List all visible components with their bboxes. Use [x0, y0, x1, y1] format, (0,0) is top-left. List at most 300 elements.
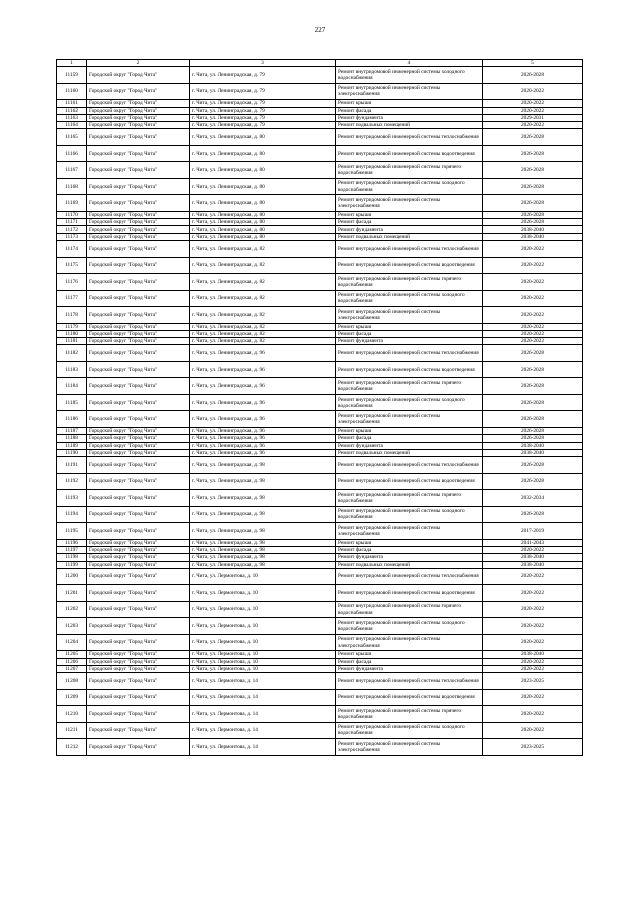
row-number-cell: 11202 [57, 601, 87, 618]
period-cell: 2026-2028 [483, 145, 583, 162]
municipality-cell: Городской округ "Город Чита" [87, 361, 190, 378]
period-cell: 2026-2028 [483, 345, 583, 362]
row-number-cell: 11211 [57, 722, 87, 739]
period-cell: 2020-2022 [483, 107, 583, 114]
municipality-cell: Городской округ "Город Чита" [87, 546, 190, 553]
work-type-cell: Ремонт внутридомовой инженерной системы электроснабжения [336, 634, 483, 651]
municipality-cell: Городской округ "Город Чита" [87, 257, 190, 274]
address-cell: г. Чита, ул. Ленинградская, д. 96 [190, 427, 336, 434]
work-type-cell: Ремонт фасада [336, 546, 483, 553]
municipality-cell: Городской округ "Город Чита" [87, 394, 190, 411]
row-number-cell: 11186 [57, 411, 87, 428]
period-cell: 2026-2028 [483, 457, 583, 474]
address-cell: г. Чита, ул. Ленинградская, д. 96 [190, 442, 336, 449]
row-number-cell: 11182 [57, 345, 87, 362]
municipality-cell: Городской округ "Город Чита" [87, 411, 190, 428]
municipality-cell: Городской округ "Город Чита" [87, 739, 190, 756]
work-type-cell: Ремонт внутридомовой инженерной системы электроснабжения [336, 411, 483, 428]
municipality-cell: Городской округ "Город Чита" [87, 195, 190, 212]
period-cell: 2026-2028 [483, 178, 583, 195]
address-cell: г. Чита, ул. Ленинградская, д. 80 [190, 195, 336, 212]
period-cell: 2017-2019 [483, 523, 583, 540]
table-row [57, 195, 583, 212]
table-row [57, 233, 583, 240]
row-number-cell: 11207 [57, 665, 87, 672]
period-cell: 2020-2022 [483, 338, 583, 345]
period-cell: 2026-2028 [483, 411, 583, 428]
repair-schedule-table [56, 59, 583, 756]
address-cell: г. Чита, ул. Ленинградская, д. 98 [190, 473, 336, 490]
municipality-cell: Городской округ "Город Чита" [87, 100, 190, 107]
work-type-cell: Ремонт внутридомовой инженерной системы теплоснабжения [336, 241, 483, 258]
row-number-cell: 11160 [57, 83, 87, 100]
municipality-cell: Городской округ "Город Чита" [87, 689, 190, 706]
column-header: 3 [190, 60, 336, 67]
work-type-cell: Ремонт крыши [336, 323, 483, 330]
period-cell: 2020-2022 [483, 706, 583, 723]
row-number-cell: 11175 [57, 257, 87, 274]
period-cell: 2020-2022 [483, 274, 583, 291]
row-number-cell: 11209 [57, 689, 87, 706]
municipality-cell: Городской округ "Город Чита" [87, 449, 190, 456]
work-type-cell: Ремонт фундамента [336, 442, 483, 449]
municipality-cell: Городской округ "Город Чита" [87, 561, 190, 568]
table-row [57, 107, 583, 114]
row-number-cell: 11183 [57, 361, 87, 378]
table-row [57, 145, 583, 162]
address-cell: г. Чита, ул. Ленинградская, д. 80 [190, 211, 336, 218]
work-type-cell: Ремонт подвальных помещений [336, 561, 483, 568]
municipality-cell: Городской округ "Город Чита" [87, 129, 190, 146]
table-row [57, 114, 583, 121]
period-cell: 2038-2040 [483, 226, 583, 233]
period-cell: 2026-2028 [483, 361, 583, 378]
address-cell: г. Чита, ул. Ленинградская, д. 80 [190, 129, 336, 146]
work-type-cell: Ремонт фундамента [336, 338, 483, 345]
period-cell: 2026-2028 [483, 427, 583, 434]
municipality-cell: Городской округ "Город Чита" [87, 241, 190, 258]
period-cell: 2026-2028 [483, 378, 583, 395]
municipality-cell: Городской округ "Город Чита" [87, 539, 190, 546]
period-cell: 2020-2022 [483, 290, 583, 307]
table-row [57, 129, 583, 146]
row-number-cell: 11193 [57, 490, 87, 507]
work-type-cell: Ремонт внутридомовой инженерной системы горячего водоснабжения [336, 601, 483, 618]
column-header: 5 [483, 60, 583, 67]
row-number-cell: 11201 [57, 585, 87, 602]
municipality-cell: Городской округ "Город Чита" [87, 457, 190, 474]
row-number-cell: 11204 [57, 634, 87, 651]
row-number-cell: 11173 [57, 233, 87, 240]
column-header: 4 [336, 60, 483, 67]
table-row [57, 274, 583, 291]
row-number-cell: 11167 [57, 162, 87, 179]
period-cell: 2020-2022 [483, 601, 583, 618]
period-cell: 2020-2022 [483, 546, 583, 553]
address-cell: г. Чита, ул. Ленинградская, д. 98 [190, 561, 336, 568]
address-cell: г. Чита, ул. Ленинградская, д. 79 [190, 122, 336, 129]
work-type-cell: Ремонт внутридомовой инженерной системы холодного водоснабжения [336, 618, 483, 635]
table-header-row [57, 60, 583, 67]
row-number-cell: 11170 [57, 211, 87, 218]
work-type-cell: Ремонт внутридомовой инженерной системы теплоснабжения [336, 457, 483, 474]
period-cell: 2020-2022 [483, 241, 583, 258]
table-row [57, 473, 583, 490]
municipality-cell: Городской округ "Город Чита" [87, 473, 190, 490]
row-number-cell: 11191 [57, 457, 87, 474]
row-number-cell: 11162 [57, 107, 87, 114]
period-cell: 2020-2022 [483, 257, 583, 274]
table-row [57, 739, 583, 756]
work-type-cell: Ремонт внутридомовой инженерной системы электроснабжения [336, 195, 483, 212]
table-row [57, 658, 583, 665]
municipality-cell: Городской округ "Город Чита" [87, 601, 190, 618]
work-type-cell: Ремонт подвальных помещений [336, 449, 483, 456]
period-cell: 2038-2040 [483, 449, 583, 456]
row-number-cell: 11208 [57, 673, 87, 690]
row-number-cell: 11172 [57, 226, 87, 233]
row-number-cell: 11200 [57, 568, 87, 585]
address-cell: г. Чита, ул. Ленинградская, д. 80 [190, 233, 336, 240]
row-number-cell: 11188 [57, 435, 87, 442]
row-number-cell: 11163 [57, 114, 87, 121]
municipality-cell: Городской округ "Город Чита" [87, 226, 190, 233]
table-row [57, 330, 583, 337]
row-number-cell: 11181 [57, 338, 87, 345]
work-type-cell: Ремонт внутридомовой инженерной системы водоотведения [336, 361, 483, 378]
period-cell: 2020-2022 [483, 618, 583, 635]
table-row [57, 546, 583, 553]
address-cell: г. Чита, ул. Ленинградская, д. 82 [190, 330, 336, 337]
work-type-cell: Ремонт внутридомовой инженерной системы холодного водоснабжения [336, 394, 483, 411]
work-type-cell: Ремонт крыши [336, 651, 483, 658]
row-number-cell: 11194 [57, 506, 87, 523]
table-row [57, 651, 583, 658]
municipality-cell: Городской округ "Город Чита" [87, 435, 190, 442]
table-row [57, 361, 583, 378]
municipality-cell: Городской округ "Город Чита" [87, 658, 190, 665]
municipality-cell: Городской округ "Город Чита" [87, 673, 190, 690]
address-cell: г. Чита, ул. Ленинградская, д. 80 [190, 145, 336, 162]
address-cell: г. Чита, ул. Ленинградская, д. 96 [190, 449, 336, 456]
table-row [57, 162, 583, 179]
address-cell: г. Чита, ул. Лермонтова, д. 14 [190, 706, 336, 723]
period-cell: 2038-2040 [483, 651, 583, 658]
address-cell: г. Чита, ул. Ленинградская, д. 80 [190, 178, 336, 195]
row-number-cell: 11210 [57, 706, 87, 723]
table-row [57, 449, 583, 456]
work-type-cell: Ремонт фундамента [336, 665, 483, 672]
period-cell: 2020-2022 [483, 665, 583, 672]
address-cell: г. Чита, ул. Ленинградская, д. 82 [190, 257, 336, 274]
table-row [57, 554, 583, 561]
table-row [57, 411, 583, 428]
table-row [57, 219, 583, 226]
row-number-cell: 11192 [57, 473, 87, 490]
address-cell: г. Чита, ул. Ленинградская, д. 82 [190, 241, 336, 258]
table-row [57, 257, 583, 274]
column-header: 2 [87, 60, 190, 67]
table-row [57, 442, 583, 449]
address-cell: г. Чита, ул. Ленинградская, д. 96 [190, 394, 336, 411]
work-type-cell: Ремонт внутридомовой инженерной системы электроснабжения [336, 307, 483, 324]
municipality-cell: Городской округ "Город Чита" [87, 554, 190, 561]
period-cell: 2026-2028 [483, 219, 583, 226]
address-cell: г. Чита, ул. Лермонтова, д. 14 [190, 673, 336, 690]
period-cell: 2038-2040 [483, 561, 583, 568]
municipality-cell: Городской округ "Город Чита" [87, 178, 190, 195]
table-row [57, 506, 583, 523]
municipality-cell: Городской округ "Город Чита" [87, 706, 190, 723]
table-row [57, 345, 583, 362]
work-type-cell: Ремонт подвальных помещений [336, 122, 483, 129]
address-cell: г. Чита, ул. Ленинградская, д. 82 [190, 307, 336, 324]
address-cell: г. Чита, ул. Ленинградская, д. 98 [190, 539, 336, 546]
municipality-cell: Городской округ "Город Чита" [87, 67, 190, 84]
period-cell: 2038-2040 [483, 233, 583, 240]
table-row [57, 689, 583, 706]
row-number-cell: 11177 [57, 290, 87, 307]
address-cell: г. Чита, ул. Ленинградская, д. 98 [190, 490, 336, 507]
period-cell: 2026-2028 [483, 506, 583, 523]
row-number-cell: 11189 [57, 442, 87, 449]
work-type-cell: Ремонт фасада [336, 435, 483, 442]
row-number-cell: 11199 [57, 561, 87, 568]
row-number-cell: 11174 [57, 241, 87, 258]
work-type-cell: Ремонт внутридомовой инженерной системы электроснабжения [336, 83, 483, 100]
table-row [57, 457, 583, 474]
address-cell: г. Чита, ул. Ленинградская, д. 82 [190, 290, 336, 307]
address-cell: г. Чита, ул. Ленинградская, д. 82 [190, 274, 336, 291]
table-row [57, 338, 583, 345]
work-type-cell: Ремонт внутридомовой инженерной системы горячего водоснабжения [336, 706, 483, 723]
table-row [57, 226, 583, 233]
work-type-cell: Ремонт крыши [336, 211, 483, 218]
address-cell: г. Чита, ул. Ленинградская, д. 96 [190, 378, 336, 395]
work-type-cell: Ремонт внутридомовой инженерной системы горячего водоснабжения [336, 274, 483, 291]
work-type-cell: Ремонт фасада [336, 330, 483, 337]
address-cell: г. Чита, ул. Ленинградская, д. 82 [190, 323, 336, 330]
municipality-cell: Городской округ "Город Чита" [87, 83, 190, 100]
row-number-cell: 11178 [57, 307, 87, 324]
address-cell: г. Чита, ул. Лермонтова, д. 10 [190, 634, 336, 651]
row-number-cell: 11212 [57, 739, 87, 756]
table-row [57, 100, 583, 107]
table-row [57, 435, 583, 442]
row-number-cell: 11195 [57, 523, 87, 540]
row-number-cell: 11171 [57, 219, 87, 226]
municipality-cell: Городской округ "Город Чита" [87, 651, 190, 658]
municipality-cell: Городской округ "Город Чита" [87, 665, 190, 672]
table-row [57, 394, 583, 411]
row-number-cell: 11187 [57, 427, 87, 434]
municipality-cell: Городской округ "Город Чита" [87, 345, 190, 362]
work-type-cell: Ремонт внутридомовой инженерной системы водоотведения [336, 473, 483, 490]
row-number-cell: 11169 [57, 195, 87, 212]
row-number-cell: 11197 [57, 546, 87, 553]
municipality-cell: Городской округ "Город Чита" [87, 162, 190, 179]
address-cell: г. Чита, ул. Ленинградская, д. 80 [190, 219, 336, 226]
row-number-cell: 11161 [57, 100, 87, 107]
work-type-cell: Ремонт внутридомовой инженерной системы горячего водоснабжения [336, 490, 483, 507]
period-cell: 2026-2028 [483, 394, 583, 411]
municipality-cell: Городской округ "Город Чита" [87, 427, 190, 434]
period-cell: 2026-2028 [483, 67, 583, 84]
address-cell: г. Чита, ул. Лермонтова, д. 14 [190, 739, 336, 756]
period-cell: 2020-2022 [483, 330, 583, 337]
work-type-cell: Ремонт внутридомовой инженерной системы холодного водоснабжения [336, 67, 483, 84]
municipality-cell: Городской округ "Город Чита" [87, 274, 190, 291]
table-row [57, 634, 583, 651]
period-cell: 2029-2031 [483, 114, 583, 121]
municipality-cell: Городской округ "Город Чита" [87, 107, 190, 114]
address-cell: г. Чита, ул. Ленинградская, д. 98 [190, 554, 336, 561]
work-type-cell: Ремонт фасада [336, 219, 483, 226]
period-cell: 2026-2028 [483, 195, 583, 212]
address-cell: г. Чита, ул. Лермонтова, д. 14 [190, 689, 336, 706]
address-cell: г. Чита, ул. Ленинградская, д. 79 [190, 83, 336, 100]
table-row [57, 490, 583, 507]
work-type-cell: Ремонт внутридомовой инженерной системы электроснабжения [336, 739, 483, 756]
table-row [57, 673, 583, 690]
work-type-cell: Ремонт внутридомовой инженерной системы теплоснабжения [336, 345, 483, 362]
row-number-cell: 11203 [57, 618, 87, 635]
table-row [57, 307, 583, 324]
address-cell: г. Чита, ул. Ленинградская, д. 79 [190, 114, 336, 121]
row-number-cell: 11184 [57, 378, 87, 395]
address-cell: г. Чита, ул. Лермонтова, д. 10 [190, 568, 336, 585]
address-cell: г. Чита, ул. Ленинградская, д. 98 [190, 546, 336, 553]
table-row [57, 427, 583, 434]
table-row [57, 523, 583, 540]
work-type-cell: Ремонт фундамента [336, 226, 483, 233]
period-cell: 2038-2040 [483, 442, 583, 449]
row-number-cell: 11190 [57, 449, 87, 456]
work-type-cell: Ремонт крыши [336, 539, 483, 546]
period-cell: 2020-2022 [483, 568, 583, 585]
municipality-cell: Городской округ "Город Чита" [87, 442, 190, 449]
address-cell: г. Чита, ул. Ленинградская, д. 96 [190, 345, 336, 362]
page-number: 227 [314, 26, 326, 34]
address-cell: г. Чита, ул. Ленинградская, д. 98 [190, 506, 336, 523]
municipality-cell: Городской округ "Город Чита" [87, 378, 190, 395]
table-row [57, 618, 583, 635]
row-number-cell: 11164 [57, 122, 87, 129]
municipality-cell: Городской округ "Город Чита" [87, 618, 190, 635]
municipality-cell: Городской округ "Город Чита" [87, 523, 190, 540]
work-type-cell: Ремонт фундамента [336, 554, 483, 561]
period-cell: 2020-2022 [483, 658, 583, 665]
municipality-cell: Городской округ "Город Чита" [87, 585, 190, 602]
municipality-cell: Городской округ "Город Чита" [87, 634, 190, 651]
table-row [57, 241, 583, 258]
table-row [57, 323, 583, 330]
period-cell: 2038-2040 [483, 554, 583, 561]
municipality-cell: Городской округ "Город Чита" [87, 307, 190, 324]
work-type-cell: Ремонт внутридомовой инженерной системы теплоснабжения [336, 129, 483, 146]
row-number-cell: 11198 [57, 554, 87, 561]
period-cell: 2020-2022 [483, 323, 583, 330]
municipality-cell: Городской округ "Город Чита" [87, 490, 190, 507]
table-row [57, 706, 583, 723]
work-type-cell: Ремонт внутридомовой инженерной системы водоотведения [336, 257, 483, 274]
address-cell: г. Чита, ул. Ленинградская, д. 79 [190, 67, 336, 84]
table-row [57, 585, 583, 602]
period-cell: 2020-2022 [483, 83, 583, 100]
address-cell: г. Чита, ул. Ленинградская, д. 98 [190, 523, 336, 540]
table-row [57, 601, 583, 618]
address-cell: г. Чита, ул. Лермонтова, д. 10 [190, 601, 336, 618]
address-cell: г. Чита, ул. Ленинградская, д. 79 [190, 107, 336, 114]
row-number-cell: 11179 [57, 323, 87, 330]
work-type-cell: Ремонт фасада [336, 107, 483, 114]
period-cell: 2020-2022 [483, 722, 583, 739]
address-cell: г. Чита, ул. Лермонтова, д. 10 [190, 651, 336, 658]
work-type-cell: Ремонт внутридомовой инженерной системы электроснабжения [336, 523, 483, 540]
period-cell: 2020-2022 [483, 689, 583, 706]
address-cell: г. Чита, ул. Ленинградская, д. 96 [190, 361, 336, 378]
table-row [57, 722, 583, 739]
period-cell: 2041-2043 [483, 539, 583, 546]
work-type-cell: Ремонт внутридомовой инженерной системы водоотведения [336, 145, 483, 162]
work-type-cell: Ремонт фасада [336, 658, 483, 665]
period-cell: 2020-2022 [483, 100, 583, 107]
work-type-cell: Ремонт внутридомовой инженерной системы горячего водоснабжения [336, 378, 483, 395]
row-number-cell: 11185 [57, 394, 87, 411]
table-row [57, 561, 583, 568]
address-cell: г. Чита, ул. Ленинградская, д. 79 [190, 100, 336, 107]
table-row [57, 122, 583, 129]
table-row [57, 211, 583, 218]
table-row [57, 178, 583, 195]
work-type-cell: Ремонт внутридомовой инженерной системы теплоснабжения [336, 568, 483, 585]
period-cell: 2026-2028 [483, 473, 583, 490]
period-cell: 2020-2022 [483, 122, 583, 129]
address-cell: г. Чита, ул. Лермонтова, д. 10 [190, 585, 336, 602]
address-cell: г. Чита, ул. Лермонтова, д. 14 [190, 722, 336, 739]
address-cell: г. Чита, ул. Ленинградская, д. 98 [190, 457, 336, 474]
address-cell: г. Чита, ул. Лермонтова, д. 10 [190, 658, 336, 665]
municipality-cell: Городской округ "Город Чита" [87, 145, 190, 162]
work-type-cell: Ремонт внутридомовой инженерной системы холодного водоснабжения [336, 722, 483, 739]
row-number-cell: 11196 [57, 539, 87, 546]
address-cell: г. Чита, ул. Ленинградская, д. 96 [190, 435, 336, 442]
period-cell: 2020-2022 [483, 634, 583, 651]
municipality-cell: Городской округ "Город Чита" [87, 122, 190, 129]
work-type-cell: Ремонт внутридомовой инженерной системы водоотведения [336, 585, 483, 602]
row-number-cell: 11206 [57, 658, 87, 665]
column-header: 1 [57, 60, 87, 67]
address-cell: г. Чита, ул. Ленинградская, д. 82 [190, 338, 336, 345]
period-cell: 2023-2025 [483, 739, 583, 756]
work-type-cell: Ремонт внутридомовой инженерной системы холодного водоснабжения [336, 178, 483, 195]
period-cell: 2026-2028 [483, 435, 583, 442]
period-cell: 2026-2028 [483, 162, 583, 179]
period-cell: 2032-2034 [483, 490, 583, 507]
table-row [57, 378, 583, 395]
address-cell: г. Чита, ул. Лермонтова, д. 10 [190, 665, 336, 672]
table-row [57, 67, 583, 84]
period-cell: 2026-2028 [483, 211, 583, 218]
row-number-cell: 11165 [57, 129, 87, 146]
municipality-cell: Городской округ "Город Чита" [87, 290, 190, 307]
work-type-cell: Ремонт внутридомовой инженерной системы теплоснабжения [336, 673, 483, 690]
period-cell: 2023-2025 [483, 673, 583, 690]
row-number-cell: 11159 [57, 67, 87, 84]
municipality-cell: Городской округ "Город Чита" [87, 568, 190, 585]
row-number-cell: 11166 [57, 145, 87, 162]
table-row [57, 665, 583, 672]
